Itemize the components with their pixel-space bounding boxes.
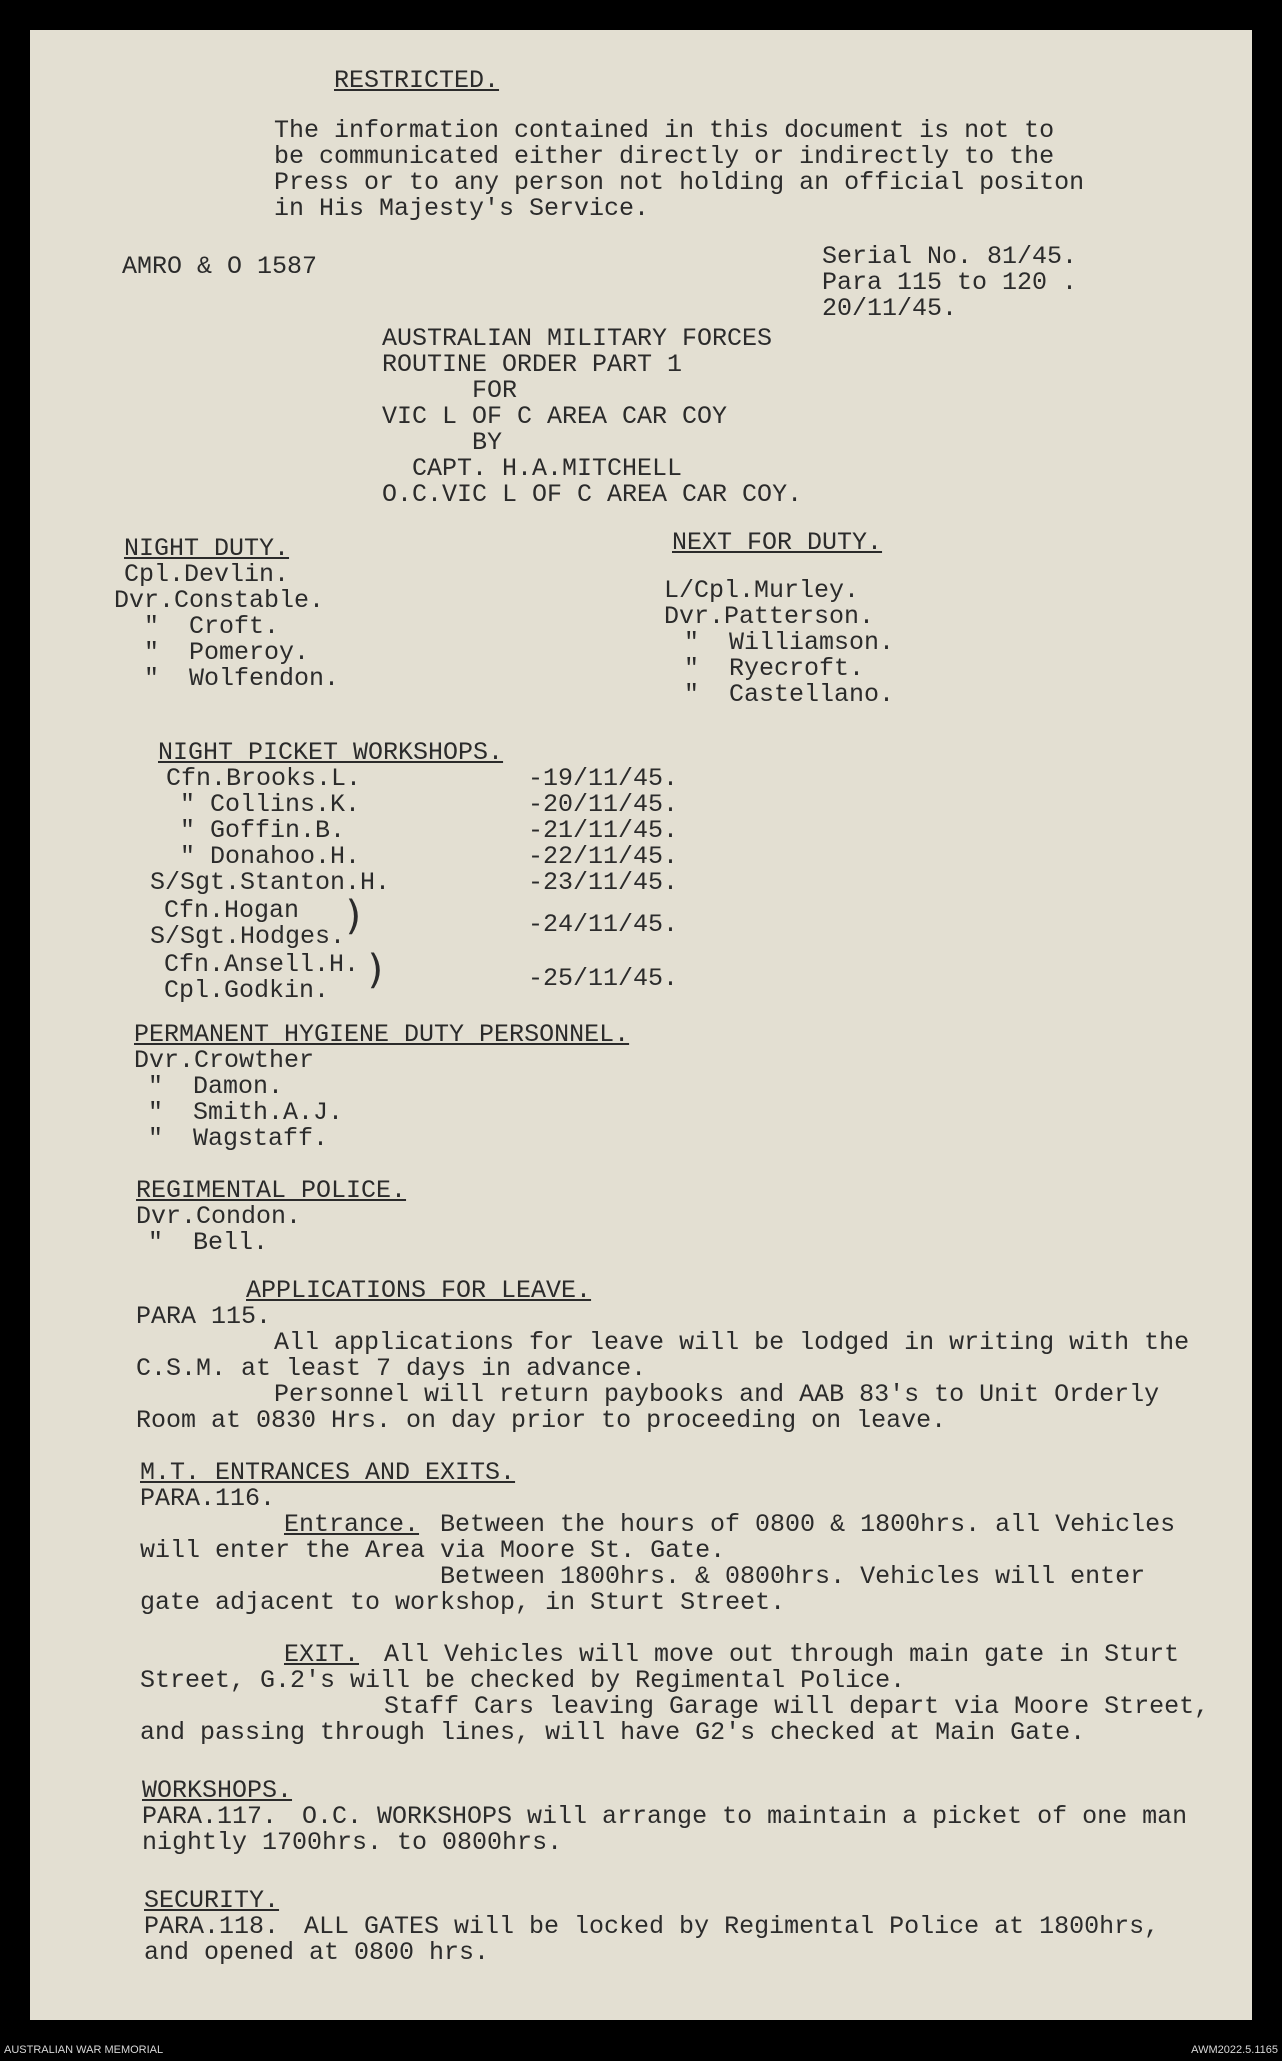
footer-accession-number: AWM2022.5.1165 xyxy=(1191,2044,1278,2056)
next-for-duty-name: " Ryecroft. xyxy=(684,654,865,683)
security-para: PARA.118. xyxy=(144,1912,280,1941)
night-picket-date: -20/11/45. xyxy=(528,790,679,819)
exit-label: EXIT. xyxy=(284,1640,360,1669)
notice-line: be communicated either directly or indirectly to the xyxy=(274,142,1055,171)
mt-entrance-line: gate adjacent to workshop, in Sturt Street. xyxy=(140,1588,786,1617)
leave-line: Room at 0830 Hrs. on day prior to proceeding on leave. xyxy=(136,1406,947,1435)
police-name: Dvr.Condon. xyxy=(136,1202,302,1231)
serial-line: 20/11/45. xyxy=(822,294,958,323)
security-line: and opened at 0800 hrs. xyxy=(144,1938,490,1967)
night-duty-heading: NIGHT DUTY. xyxy=(124,534,290,563)
leave-line: Personnel will return paybooks and AAB 83's to Unit Orderly xyxy=(274,1380,1160,1409)
document-page xyxy=(30,30,1252,2020)
night-picket-name: " Goffin.B. xyxy=(180,816,346,845)
next-for-duty-name: " Williamson. xyxy=(684,628,895,657)
next-for-duty-heading: NEXT FOR DUTY. xyxy=(672,528,883,557)
mt-para: PARA.116. xyxy=(140,1484,276,1513)
night-picket-date: -25/11/45. xyxy=(528,964,679,993)
workshops-line: nightly 1700hrs. to 0800hrs. xyxy=(142,1828,563,1857)
next-for-duty-name: Dvr.Patterson. xyxy=(664,602,875,631)
night-duty-name: " Croft. xyxy=(144,612,280,641)
night-picket-name: " Collins.K. xyxy=(180,790,361,819)
hygiene-name: " Damon. xyxy=(148,1072,284,1101)
title-line: O.C.VIC L OF C AREA CAR COY. xyxy=(382,480,803,509)
hygiene-name: Dvr.Crowther xyxy=(134,1046,315,1075)
next-for-duty-name: " Castellano. xyxy=(684,680,895,709)
notice-line: in His Majesty's Service. xyxy=(274,194,650,223)
restricted-heading: RESTRICTED. xyxy=(334,66,500,95)
notice-line: Press or to any person not holding an official positon xyxy=(274,168,1085,197)
workshops-para: PARA.117. xyxy=(142,1802,278,1831)
night-picket-name: Cfn.Brooks.L. xyxy=(166,764,362,793)
workshops-line: O.C. WORKSHOPS will arrange to maintain a picket of one man xyxy=(302,1802,1188,1831)
leave-heading: APPLICATIONS FOR LEAVE. xyxy=(246,1276,592,1305)
leave-line: All applications for leave will be lodged in writing with the xyxy=(274,1328,1190,1357)
police-name: " Bell. xyxy=(148,1228,269,1257)
night-picket-name: " Donahoo.H. xyxy=(180,842,361,871)
mt-heading: M.T. ENTRANCES AND EXITS. xyxy=(140,1458,516,1487)
title-line: AUSTRALIAN MILITARY FORCES xyxy=(382,324,773,353)
mt-entrance-line: Between the hours of 0800 & 1800hrs. all Vehicles xyxy=(440,1510,1176,1539)
night-picket-heading: NIGHT PICKET WORKSHOPS. xyxy=(158,738,504,767)
night-picket-name: Cfn.Ansell.H. xyxy=(164,950,360,979)
notice-line: The information contained in this document is not to xyxy=(274,116,1055,145)
serial-line: Para 115 to 120 . xyxy=(822,268,1078,297)
mt-exit-line: All Vehicles will move out through main gate in Sturt xyxy=(384,1640,1180,1669)
title-line: BY xyxy=(472,428,503,457)
title-line: ROUTINE ORDER PART 1 xyxy=(382,350,683,379)
brace-mark: ) xyxy=(342,893,367,939)
night-picket-name: Cpl.Godkin. xyxy=(164,976,330,1005)
night-picket-date: -19/11/45. xyxy=(528,764,679,793)
night-duty-name: " Pomeroy. xyxy=(144,638,310,667)
mt-entrance-line: Between 1800hrs. & 0800hrs. Vehicles will enter xyxy=(440,1562,1146,1591)
night-picket-name: Cfn.Hogan xyxy=(164,896,300,925)
leave-line: C.S.M. at least 7 days in advance. xyxy=(136,1354,647,1383)
entrance-label: Entrance. xyxy=(284,1510,420,1539)
night-duty-name: Dvr.Constable. xyxy=(114,586,325,615)
mt-exit-line: Street, G.2's will be checked by Regimental Police. xyxy=(140,1666,906,1695)
night-picket-date: -23/11/45. xyxy=(528,868,679,897)
security-heading: SECURITY. xyxy=(144,1886,280,1915)
night-picket-name: S/Sgt.Hodges. xyxy=(150,922,346,951)
night-picket-date: -24/11/45. xyxy=(528,910,679,939)
night-picket-name: S/Sgt.Stanton.H. xyxy=(150,868,391,897)
police-heading: REGIMENTAL POLICE. xyxy=(136,1176,407,1205)
footer-credit: AUSTRALIAN WAR MEMORIAL xyxy=(4,2044,164,2056)
title-line: CAPT. H.A.MITCHELL xyxy=(412,454,683,483)
night-picket-date: -22/11/45. xyxy=(528,842,679,871)
leave-para: PARA 115. xyxy=(136,1302,272,1331)
brace-mark: ) xyxy=(364,947,389,993)
hygiene-name: " Wagstaff. xyxy=(148,1124,329,1153)
hygiene-heading: PERMANENT HYGIENE DUTY PERSONNEL. xyxy=(134,1020,630,1049)
night-duty-name: " Wolfendon. xyxy=(144,664,340,693)
mt-exit-line: and passing through lines, will have G2's checked at Main Gate. xyxy=(140,1718,1086,1747)
night-picket-date: -21/11/45. xyxy=(528,816,679,845)
mt-entrance-line: will enter the Area via Moore St. Gate. xyxy=(140,1536,726,1565)
title-line: VIC L OF C AREA CAR COY xyxy=(382,402,728,431)
title-line: FOR xyxy=(472,376,518,405)
next-for-duty-name: L/Cpl.Murley. xyxy=(664,576,860,605)
night-duty-name: Cpl.Devlin. xyxy=(124,560,290,589)
workshops-heading: WORKSHOPS. xyxy=(142,1776,293,1805)
reference-number: AMRO & O 1587 xyxy=(122,252,318,281)
security-line: ALL GATES will be locked by Regimental Police at 1800hrs, xyxy=(304,1912,1160,1941)
hygiene-name: " Smith.A.J. xyxy=(148,1098,344,1127)
mt-exit-line: Staff Cars leaving Garage will depart via Moore Street, xyxy=(384,1692,1210,1721)
serial-line: Serial No. 81/45. xyxy=(822,242,1078,271)
